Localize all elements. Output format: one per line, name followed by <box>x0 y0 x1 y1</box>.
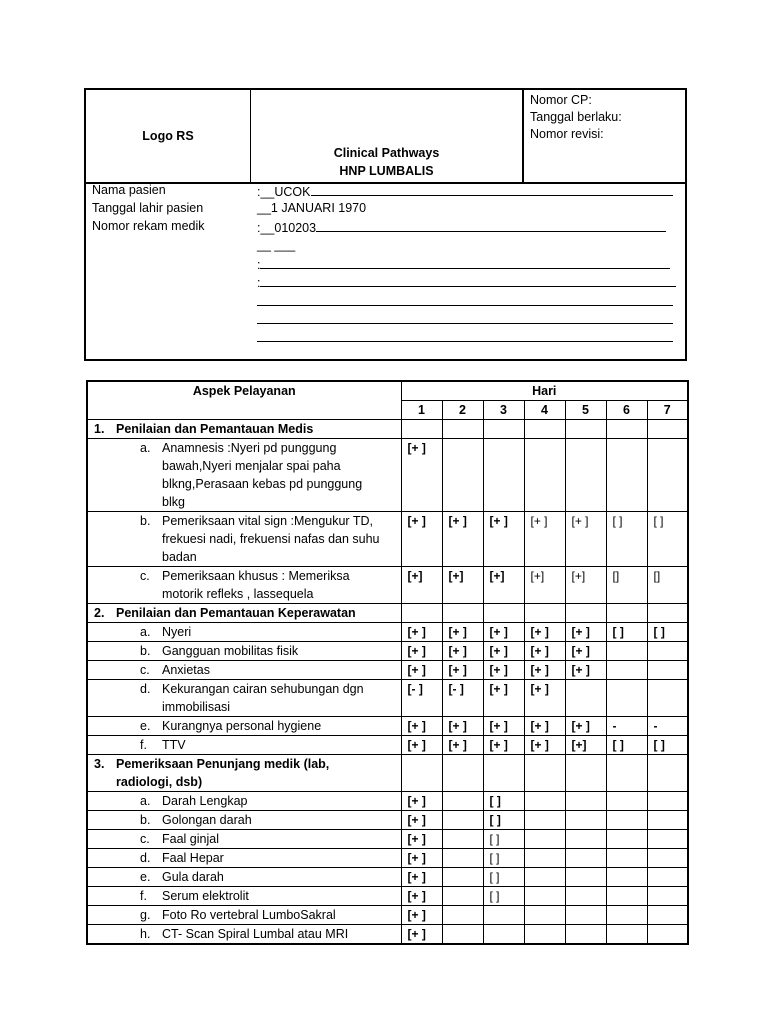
day-2-mark <box>442 925 483 945</box>
header-box <box>84 88 687 361</box>
day-7-mark <box>647 868 688 887</box>
day-3-mark: [ ] <box>483 792 524 811</box>
item-text: Darah Lengkap <box>162 794 248 808</box>
item-text: Gangguan mobilitas fisik <box>162 644 299 658</box>
day-2-mark <box>442 906 483 925</box>
name-value <box>257 183 673 199</box>
item-letter: d. <box>140 682 151 696</box>
day-5-mark <box>565 849 606 868</box>
day-5-mark: [+] <box>565 736 606 755</box>
day-1-mark: [+] <box>401 567 442 604</box>
section-row <box>87 604 688 623</box>
item-description <box>87 849 401 868</box>
day-6-mark <box>606 868 647 887</box>
day-7-mark: [ ] <box>647 736 688 755</box>
item-text: Pemeriksaan vital sign :Mengukur TD, frekuesi nadi, frekuensi nafas dan suhu badan <box>162 514 380 564</box>
day-4-mark: [+] <box>524 567 565 604</box>
mrn-label: Nomor rekam medik <box>92 219 205 233</box>
item-row <box>87 887 688 906</box>
day-2-mark: [+ ] <box>442 736 483 755</box>
day-7-mark <box>647 849 688 868</box>
item-text: Pemeriksaan khusus : Memeriksa motorik refleks , lassequela <box>162 569 350 601</box>
day-1-mark: [+ ] <box>401 887 442 906</box>
item-description <box>87 661 401 680</box>
day-2-mark <box>442 830 483 849</box>
day-5-mark <box>565 439 606 512</box>
day-3-mark: [+ ] <box>483 512 524 567</box>
day-cell <box>401 604 442 623</box>
day-4-mark <box>524 887 565 906</box>
day-3-mark: [+ ] <box>483 661 524 680</box>
day-cell <box>524 420 565 439</box>
day-1-mark: [+ ] <box>401 868 442 887</box>
item-text: Foto Ro vertebral LumboSakral <box>162 908 336 922</box>
day-3: 3 <box>483 401 524 420</box>
day-3-mark: [+ ] <box>483 736 524 755</box>
item-description <box>87 567 401 604</box>
day-5-mark <box>565 830 606 849</box>
day-1-mark: [+ ] <box>401 811 442 830</box>
blank-line-1 <box>257 305 673 306</box>
title-line-1: Clinical Pathways <box>333 146 440 160</box>
extra-line-1: __ ___ <box>257 238 296 252</box>
meta-cell <box>524 92 690 143</box>
day-cell <box>401 755 442 792</box>
day-4-mark <box>524 792 565 811</box>
title-cell <box>251 90 524 182</box>
item-letter: e. <box>140 870 151 884</box>
extra-2-text: : <box>257 258 261 272</box>
item-text: Faal Hepar <box>162 851 224 865</box>
day-2-mark: [+ ] <box>442 661 483 680</box>
day-cell <box>442 755 483 792</box>
day-4-mark: [+ ] <box>524 512 565 567</box>
day-cell <box>565 604 606 623</box>
item-description <box>87 887 401 906</box>
item-description <box>87 736 401 755</box>
item-text: TTV <box>162 738 186 752</box>
day-6: 6 <box>606 401 647 420</box>
day-5-mark: [+ ] <box>565 512 606 567</box>
item-description <box>87 830 401 849</box>
day-2-mark: [+ ] <box>442 512 483 567</box>
day-3-mark: [+] <box>483 567 524 604</box>
day-cell <box>483 604 524 623</box>
day-1-mark: [+ ] <box>401 623 442 642</box>
day-cell <box>647 420 688 439</box>
day-7-mark <box>647 906 688 925</box>
day-cell <box>524 755 565 792</box>
day-6-mark: [] <box>606 567 647 604</box>
item-letter: h. <box>140 927 151 941</box>
item-description <box>87 925 401 945</box>
day-5-mark: [+ ] <box>565 717 606 736</box>
day-cell <box>565 420 606 439</box>
item-row <box>87 906 688 925</box>
day-1-mark: [- ] <box>401 680 442 717</box>
section-title-text: Penilaian dan Pemantauan Keperawatan <box>116 606 356 620</box>
item-description <box>87 642 401 661</box>
day-6-mark: [ ] <box>606 623 647 642</box>
day-1-mark: [+ ] <box>401 661 442 680</box>
dob-value: __1 JANUARI 1970 <box>257 201 367 215</box>
day-1-mark: [+ ] <box>401 439 442 512</box>
item-row <box>87 623 688 642</box>
day-2-mark <box>442 849 483 868</box>
day-7-mark <box>647 792 688 811</box>
day-cell <box>647 755 688 792</box>
day-1-mark: [+ ] <box>401 736 442 755</box>
section-title <box>87 755 401 792</box>
day-3-mark: [ ] <box>483 849 524 868</box>
day-3-mark: [+ ] <box>483 680 524 717</box>
day-5-mark: [+ ] <box>565 642 606 661</box>
day-7-mark: [ ] <box>647 512 688 567</box>
day-1-mark: [+ ] <box>401 925 442 945</box>
day-3-mark: [+ ] <box>483 717 524 736</box>
item-text: Anamnesis :Nyeri pd punggung bawah,Nyeri menjalar spai paha blkng,Perasaan kebas pd punggung blkg <box>162 441 363 509</box>
day-4-mark: [+ ] <box>524 623 565 642</box>
day-cell <box>606 755 647 792</box>
dob-label: Tanggal lahir pasien <box>92 201 204 215</box>
item-letter: e. <box>140 719 151 733</box>
day-5-mark <box>565 925 606 945</box>
day-6-mark <box>606 906 647 925</box>
day-7-mark: [ ] <box>647 623 688 642</box>
item-row <box>87 567 688 604</box>
day-5-mark: [+ ] <box>565 661 606 680</box>
day-2-mark: [- ] <box>442 680 483 717</box>
day-6-mark <box>606 849 647 868</box>
day-3-mark <box>483 439 524 512</box>
item-row <box>87 792 688 811</box>
day-3-mark: [+ ] <box>483 642 524 661</box>
day-1-mark: [+ ] <box>401 849 442 868</box>
day-6-mark <box>606 439 647 512</box>
day-cell <box>442 420 483 439</box>
item-letter: a. <box>140 794 151 808</box>
day-6-mark: - <box>606 717 647 736</box>
aspect-header: Aspek Pelayanan <box>87 381 401 420</box>
mrn-value <box>257 219 666 235</box>
item-row <box>87 849 688 868</box>
item-row <box>87 811 688 830</box>
day-4-mark <box>524 906 565 925</box>
day-3-mark: [ ] <box>483 887 524 906</box>
day-3-mark: [ ] <box>483 811 524 830</box>
day-cell <box>442 604 483 623</box>
day-cell <box>483 420 524 439</box>
day-1: 1 <box>401 401 442 420</box>
day-4-mark <box>524 439 565 512</box>
day-4-mark: [+ ] <box>524 642 565 661</box>
day-4-mark <box>524 811 565 830</box>
day-6-mark <box>606 830 647 849</box>
item-letter: a. <box>140 625 151 639</box>
day-cell <box>606 604 647 623</box>
day-2: 2 <box>442 401 483 420</box>
day-7-mark <box>647 811 688 830</box>
item-description <box>87 717 401 736</box>
item-row <box>87 868 688 887</box>
item-text: Gula darah <box>162 870 224 884</box>
item-row <box>87 512 688 567</box>
day-7-mark: - <box>647 717 688 736</box>
section-title <box>87 420 401 439</box>
day-5-mark <box>565 792 606 811</box>
day-6-mark <box>606 811 647 830</box>
day-4-mark: [+ ] <box>524 680 565 717</box>
day-6-mark <box>606 925 647 945</box>
item-letter: b. <box>140 813 151 827</box>
day-1-mark: [+ ] <box>401 906 442 925</box>
section-title <box>87 604 401 623</box>
day-2-mark <box>442 887 483 906</box>
extra-line-3 <box>257 274 676 290</box>
day-7-mark <box>647 925 688 945</box>
extra-line-2 <box>257 256 670 272</box>
section-row <box>87 420 688 439</box>
item-description <box>87 623 401 642</box>
day-1-mark: [+ ] <box>401 830 442 849</box>
header-top <box>86 90 685 184</box>
item-row <box>87 717 688 736</box>
item-description <box>87 680 401 717</box>
day-4-mark <box>524 868 565 887</box>
day-4-mark <box>524 925 565 945</box>
item-text: Golongan darah <box>162 813 252 827</box>
revision-number-label: Nomor revisi: <box>530 127 604 141</box>
item-text: Anxietas <box>162 663 210 677</box>
day-4-mark: [+ ] <box>524 717 565 736</box>
blank-line-3 <box>257 341 673 342</box>
day-4-mark <box>524 830 565 849</box>
day-2-mark: [+] <box>442 567 483 604</box>
day-2-mark: [+ ] <box>442 642 483 661</box>
pathway-body <box>87 420 688 945</box>
cp-number-label: Nomor CP: <box>530 93 592 107</box>
day-3-mark: [+ ] <box>483 623 524 642</box>
item-text: Nyeri <box>162 625 192 639</box>
item-letter: f. <box>140 738 147 752</box>
item-description <box>87 792 401 811</box>
item-letter: c. <box>140 832 150 846</box>
section-number: 3. <box>94 757 105 771</box>
item-letter: c. <box>140 663 150 677</box>
item-letter: b. <box>140 644 151 658</box>
day-1-mark: [+ ] <box>401 792 442 811</box>
day-2-mark: [+ ] <box>442 623 483 642</box>
day-4-mark <box>524 849 565 868</box>
item-text: Serum elektrolit <box>162 889 249 903</box>
item-letter: a. <box>140 441 151 455</box>
day-2-mark: [+ ] <box>442 717 483 736</box>
item-row <box>87 661 688 680</box>
day-7-mark <box>647 830 688 849</box>
section-number: 2. <box>94 606 105 620</box>
day-7-mark <box>647 661 688 680</box>
name-label: Nama pasien <box>92 183 166 197</box>
section-title-text: Pemeriksaan Penunjang medik (lab, radiologi, dsb) <box>116 757 330 789</box>
name-text: :__UCOK <box>257 185 311 199</box>
day-7-mark <box>647 439 688 512</box>
day-5-mark <box>565 811 606 830</box>
day-cell <box>606 420 647 439</box>
day-7-mark <box>647 680 688 717</box>
day-1-mark: [+ ] <box>401 512 442 567</box>
item-letter: g. <box>140 908 151 922</box>
day-7: 7 <box>647 401 688 420</box>
day-6-mark <box>606 642 647 661</box>
item-description <box>87 906 401 925</box>
item-text: Kurangnya personal hygiene <box>162 719 322 733</box>
day-5: 5 <box>565 401 606 420</box>
item-letter: c. <box>140 569 150 583</box>
item-description <box>87 811 401 830</box>
days-header: Hari <box>401 381 688 401</box>
valid-date-label: Tanggal berlaku: <box>530 110 622 124</box>
pathway-table <box>86 380 689 945</box>
item-description <box>87 868 401 887</box>
day-7-mark <box>647 887 688 906</box>
day-7-mark: [] <box>647 567 688 604</box>
day-3-mark <box>483 906 524 925</box>
day-4-mark: [+ ] <box>524 661 565 680</box>
day-5-mark <box>565 680 606 717</box>
item-row <box>87 680 688 717</box>
section-title-text: Penilaian dan Pemantauan Medis <box>116 422 314 436</box>
item-row <box>87 642 688 661</box>
day-2-mark <box>442 792 483 811</box>
mrn-text: :__010203 <box>257 221 317 235</box>
item-row <box>87 439 688 512</box>
day-4: 4 <box>524 401 565 420</box>
day-2-mark <box>442 439 483 512</box>
day-1-mark: [+ ] <box>401 642 442 661</box>
title-line-2: HNP LUMBALIS <box>339 164 434 178</box>
day-3-mark: [ ] <box>483 830 524 849</box>
day-7-mark <box>647 642 688 661</box>
day-5-mark <box>565 887 606 906</box>
blank-line-2 <box>257 323 673 324</box>
day-1-mark: [+ ] <box>401 717 442 736</box>
day-cell <box>483 755 524 792</box>
day-cell <box>565 755 606 792</box>
item-letter: f. <box>140 889 147 903</box>
day-3-mark <box>483 925 524 945</box>
item-description <box>87 439 401 512</box>
item-text: Faal ginjal <box>162 832 219 846</box>
extra-3-text: : <box>257 276 261 290</box>
item-letter: b. <box>140 514 151 528</box>
day-6-mark: [ ] <box>606 512 647 567</box>
day-5-mark <box>565 906 606 925</box>
day-2-mark <box>442 868 483 887</box>
section-number: 1. <box>94 422 105 436</box>
day-6-mark <box>606 792 647 811</box>
item-description <box>87 512 401 567</box>
day-cell <box>401 420 442 439</box>
day-5-mark: [+ ] <box>565 623 606 642</box>
day-3-mark: [ ] <box>483 868 524 887</box>
day-cell <box>647 604 688 623</box>
item-text: CT- Scan Spiral Lumbal atau MRI <box>162 927 349 941</box>
day-6-mark <box>606 661 647 680</box>
item-row <box>87 830 688 849</box>
item-text: Kekurangan cairan sehubungan dgn immobilisasi <box>162 682 364 714</box>
item-row <box>87 925 688 945</box>
item-letter: d. <box>140 851 151 865</box>
day-cell <box>524 604 565 623</box>
day-6-mark: [ ] <box>606 736 647 755</box>
day-5-mark: [+] <box>565 567 606 604</box>
day-6-mark <box>606 887 647 906</box>
day-5-mark <box>565 868 606 887</box>
day-6-mark <box>606 680 647 717</box>
item-row <box>87 736 688 755</box>
logo-cell: Logo RS <box>86 90 251 182</box>
section-row <box>87 755 688 792</box>
day-2-mark <box>442 811 483 830</box>
day-4-mark: [+ ] <box>524 736 565 755</box>
